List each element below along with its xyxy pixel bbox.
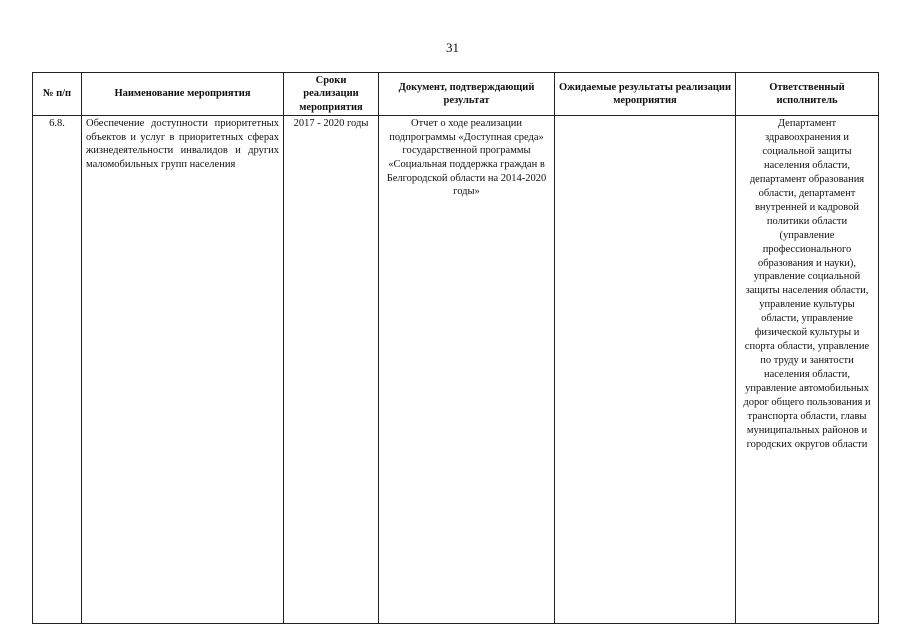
header-name: Наименование мероприятия	[82, 73, 284, 116]
activities-table	[32, 72, 879, 624]
header-executor: Ответственный исполнитель	[736, 73, 879, 116]
header-document: Документ, подтверждающий результат	[379, 73, 555, 116]
header-num: № п/п	[33, 73, 82, 116]
table-row	[33, 116, 879, 624]
header-terms: Сроки реализации мероприятия	[284, 73, 379, 116]
table-header-row	[33, 73, 879, 116]
cell-results	[555, 116, 736, 624]
cell-document: Отчет о ходе реализации подпрограммы «Доступная среда» государственной программы «Социальная поддержка граждан в Белгородской области на 2014-2020 годы»	[379, 116, 555, 624]
page-number: 31	[446, 40, 459, 55]
cell-terms: 2017 - 2020 годы	[284, 116, 379, 624]
cell-num: 6.8.	[33, 116, 82, 624]
cell-name: Обеспечение доступности приоритетных объектов и услуг в приоритетных сферах жизнедеятельности инвалидов и других маломобильных групп населения	[82, 116, 284, 624]
header-results: Ожидаемые результаты реализации мероприятия	[555, 73, 736, 116]
cell-executor: Департамент здравоохранения и социальной защиты населения области, департамент образования области, департамент внутренней и кадровой политики области (управление профессионального образования и науки), управление социальной защиты населения области, управление культуры области, управление физической культуры и спорта области, управление по труду и занятости населения области, управление автомобильных дорог общего пользования и транспорта области, главы муниципальных районов и городских округов области	[736, 116, 879, 624]
